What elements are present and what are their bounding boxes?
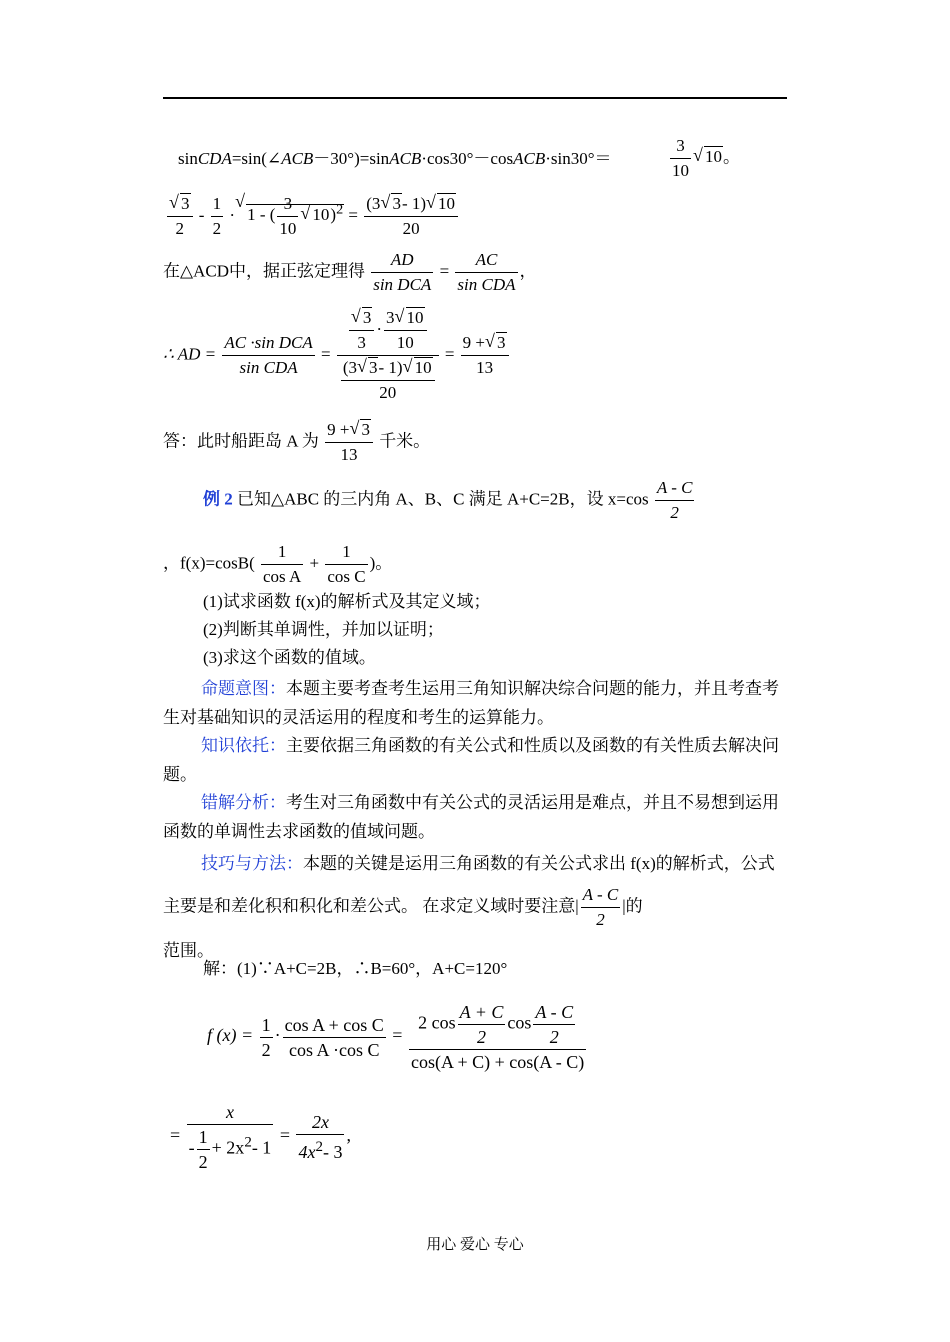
fraction: [325, 418, 373, 467]
text: CDA: [197, 149, 232, 168]
text: - 3: [322, 1142, 343, 1162]
denominator: 2: [197, 1149, 210, 1174]
text: 4x: [298, 1142, 316, 1162]
denominator: cos A: [261, 564, 303, 589]
basis-paragraph: [163, 731, 787, 789]
radicand: 3: [368, 358, 378, 377]
fraction: [371, 248, 433, 297]
sqrt: [349, 418, 371, 442]
section-label: 知识依托：: [201, 736, 286, 755]
fraction: [261, 540, 303, 589]
radicand: 3: [392, 194, 401, 213]
skill-paragraph: [163, 845, 787, 970]
denominator: sin CDA: [222, 355, 314, 380]
radicand: 10: [406, 308, 424, 327]
sqrt: [403, 356, 433, 380]
sqrt: [169, 192, 191, 216]
radicand: 10: [438, 194, 456, 213]
numerator: 1: [342, 542, 351, 561]
fraction: [277, 192, 298, 241]
text: + 2x: [211, 1137, 245, 1158]
radicand: 10: [414, 358, 432, 377]
fraction: [167, 192, 193, 241]
fraction: [197, 1125, 210, 1174]
formula-line-3: [163, 248, 537, 297]
denominator: 2: [581, 907, 621, 932]
fraction: [581, 883, 621, 932]
text: 范围。: [163, 941, 214, 960]
numerator: A - C: [535, 1002, 574, 1022]
numerator: 2x: [311, 1112, 329, 1132]
text: 主要依据三角函数的有关公式和性质以及函数的有关性质去解决问题。: [163, 736, 779, 784]
text: 考生对三角函数中有关公式的灵活运用是难点，并且不易想到运用函数的单调性去求函数的值域问题。: [163, 793, 779, 841]
denominator: cos C: [325, 564, 367, 589]
text: =sin(∠: [231, 149, 282, 168]
text: 在△ACD中，据正弦定理得: [163, 261, 365, 281]
text: ，f(x)=cosB(: [163, 553, 255, 573]
fraction: [211, 192, 224, 241]
superscript: 2: [244, 1134, 252, 1151]
numerator: x: [225, 1102, 234, 1122]
fraction: [409, 1000, 586, 1074]
superscript: 2: [315, 1139, 323, 1155]
text: - 1): [401, 194, 427, 213]
denominator: 2: [211, 216, 224, 241]
radicand: 3: [181, 194, 190, 213]
denominator: 3: [349, 330, 375, 355]
numerator: [364, 192, 458, 216]
header-rule: [163, 97, 787, 99]
text: =: [170, 1125, 181, 1146]
numerator: AD: [390, 250, 414, 269]
text: - 1): [378, 358, 403, 377]
numerator: 1: [198, 1127, 208, 1147]
denominator: 2: [655, 500, 695, 525]
fraction: [384, 306, 427, 355]
denominator: 2: [167, 216, 193, 241]
question-2: (2)判断其单调性，并加以证明；: [203, 620, 444, 639]
fraction: [349, 306, 375, 355]
radicand: 3: [362, 308, 372, 327]
denominator: 13: [325, 442, 373, 467]
fraction: [325, 540, 367, 589]
text: 。: [723, 147, 740, 167]
text: =: [439, 261, 450, 281]
fraction: [187, 1100, 274, 1174]
numerator: [409, 1000, 586, 1049]
error-paragraph: [163, 788, 787, 846]
formula-line-1-frac: [668, 134, 740, 183]
numerator: A + C: [459, 1002, 504, 1022]
text: +: [309, 553, 320, 573]
numerator: [167, 192, 193, 216]
denominator: 20: [341, 380, 435, 405]
superscript: 2: [336, 201, 344, 218]
section-label: 命题意图：: [201, 679, 286, 698]
text: ,: [346, 1125, 351, 1146]
denominator: 10: [277, 216, 298, 241]
numerator: AC: [475, 250, 498, 269]
numerator: 1: [212, 194, 222, 213]
text: =: [348, 205, 359, 225]
fraction: [222, 331, 314, 380]
denominator: 10: [384, 330, 427, 355]
denominator: 2: [260, 1037, 273, 1062]
text: cos: [507, 1012, 532, 1033]
text: )。: [369, 553, 393, 573]
fraction: [337, 306, 439, 405]
text: =: [320, 344, 331, 364]
question-1: (1)试求函数 f(x)的解析式及其定义域；: [203, 592, 491, 611]
text: －30°)=sin: [313, 149, 390, 168]
text: ·cos30°－cos: [421, 149, 514, 168]
sqrt: [693, 146, 723, 168]
sqrt: [395, 306, 425, 330]
denominator: cos(A + C) + cos(A - C): [409, 1049, 586, 1074]
text: ，: [519, 261, 537, 281]
text: =: [279, 1125, 290, 1146]
fraction: [533, 1000, 575, 1049]
fraction: [458, 1000, 506, 1049]
denominator: 10: [670, 158, 691, 183]
fraction: [364, 192, 458, 241]
sqrt: [426, 192, 456, 216]
denominator: sin DCA: [371, 272, 433, 297]
numerator: [461, 331, 509, 355]
numerator: 3: [676, 136, 685, 155]
fraction: [455, 248, 517, 297]
text: 千米。: [379, 431, 431, 451]
text: - 1: [251, 1137, 272, 1158]
numerator: [384, 306, 427, 330]
text: =: [392, 1025, 403, 1046]
text: (3: [366, 194, 381, 213]
denominator: 20: [364, 216, 458, 241]
formula-line-1: [178, 148, 612, 170]
numerator: 3: [283, 194, 293, 213]
example-2-line-2: [163, 540, 392, 589]
sqrt: [300, 204, 330, 226]
text: ·sin30°＝: [545, 149, 612, 168]
text: 9 +: [462, 333, 485, 352]
text: 本题的关键是运用三角函数的有关公式求出 f(x)的解析式，公式主要是和差化积和积化和差公式。 在求定义域时要注意|: [163, 854, 775, 916]
fraction: [296, 1110, 344, 1164]
section-label: 错解分析：: [201, 793, 286, 812]
radicand: 3: [361, 420, 370, 439]
numerator: [341, 356, 435, 380]
text: sin: [178, 149, 198, 168]
answer-line: [163, 418, 430, 467]
text: ∴ AD =: [163, 344, 217, 364]
radicand: 10: [312, 205, 330, 225]
sqrt: [485, 331, 507, 355]
example-2-line: [203, 476, 696, 525]
formula-line-4: [163, 306, 511, 405]
intent-paragraph: [163, 674, 787, 732]
text: (3: [342, 358, 357, 377]
final-formula: [170, 1100, 351, 1174]
fraction: [341, 356, 435, 405]
denominator: sin CDA: [455, 272, 517, 297]
text: 答：此时船距岛 A 为: [163, 431, 319, 451]
numerator: AC ·sin DCA: [224, 333, 313, 352]
fraction: [260, 1013, 273, 1062]
text: =: [444, 344, 455, 364]
sqrt: [235, 192, 344, 241]
text: ACB: [513, 149, 546, 168]
radicand: 10: [705, 147, 722, 167]
numerator: A - C: [582, 885, 619, 904]
denominator: 2: [458, 1024, 506, 1049]
text: |的: [622, 896, 643, 916]
formula-line-2: √ $\frac{3}{2}$ - $\frac{1}{2}$ ·√ 1 - ( $\frac{3}{10}$ √ 10)$^2$ = $\frac{(3√ 3- 1)√ 10}{20}$: [165, 192, 460, 241]
sqrt: [351, 306, 373, 330]
solution-line-1: 解：(1)∵A+C=2B，∴B=60°，A+C=120°: [203, 959, 508, 978]
numerator: A - C: [656, 478, 693, 497]
example-label: 例 2: [203, 489, 233, 509]
text: 9 +: [327, 420, 350, 439]
page-footer: 用心 爱心 专心: [426, 1237, 524, 1253]
question-3: (3)求这个函数的值域。: [203, 648, 376, 667]
denominator: [296, 1134, 344, 1164]
text: 已知△ABC 的三内角 A、B、C 满足 A+C=2B，设 x=cos: [237, 489, 649, 509]
radicand: [246, 194, 344, 238]
text: 2 cos: [418, 1012, 456, 1033]
text: 3: [386, 308, 395, 327]
fx-formula: f (x) = $\frac{1}{2}$ · $\frac{\text{cos A + cos C}}{\text{cos A ·cos C}}$ = 2 cos $\frac{A + C}{2}$ cos $\frac{A - C}{2}$ cos(A + C) + cos(A - C): [207, 1002, 585, 1072]
radicand: 3: [497, 333, 506, 352]
denominator: 13: [461, 355, 509, 380]
fraction: [283, 1013, 386, 1062]
text: f (x) =: [207, 1025, 254, 1046]
text: -: [188, 1137, 195, 1158]
text: 本题主要考查考生运用三角知识解决综合问题的能力，并且考查考生对基础知识的灵活运用的程度和考生的运算能力。: [163, 679, 779, 727]
numerator: 1: [277, 542, 287, 561]
text: ): [330, 205, 337, 225]
numerator: √ $\frac{3}{3}$ · $\frac{3√ 10}{10}$: [337, 306, 439, 355]
sqrt: [380, 192, 402, 216]
fraction: [655, 476, 695, 525]
fraction: [670, 134, 691, 183]
text: ACB: [389, 149, 422, 168]
numerator: 1: [261, 1014, 271, 1035]
text: 1 - (: [247, 205, 276, 225]
sqrt: [357, 356, 379, 380]
numerator: cos A + cos C: [284, 1014, 384, 1035]
fraction: [461, 331, 509, 380]
numerator: [325, 418, 373, 442]
denominator: [337, 355, 439, 405]
text: -: [198, 205, 205, 225]
section-label: 技巧与方法：: [201, 854, 303, 873]
denominator: cos A ·cos C: [283, 1037, 386, 1062]
denominator: 2: [533, 1024, 575, 1049]
text: ACB: [281, 149, 314, 168]
numerator: [349, 306, 375, 330]
denominator: [187, 1124, 274, 1174]
